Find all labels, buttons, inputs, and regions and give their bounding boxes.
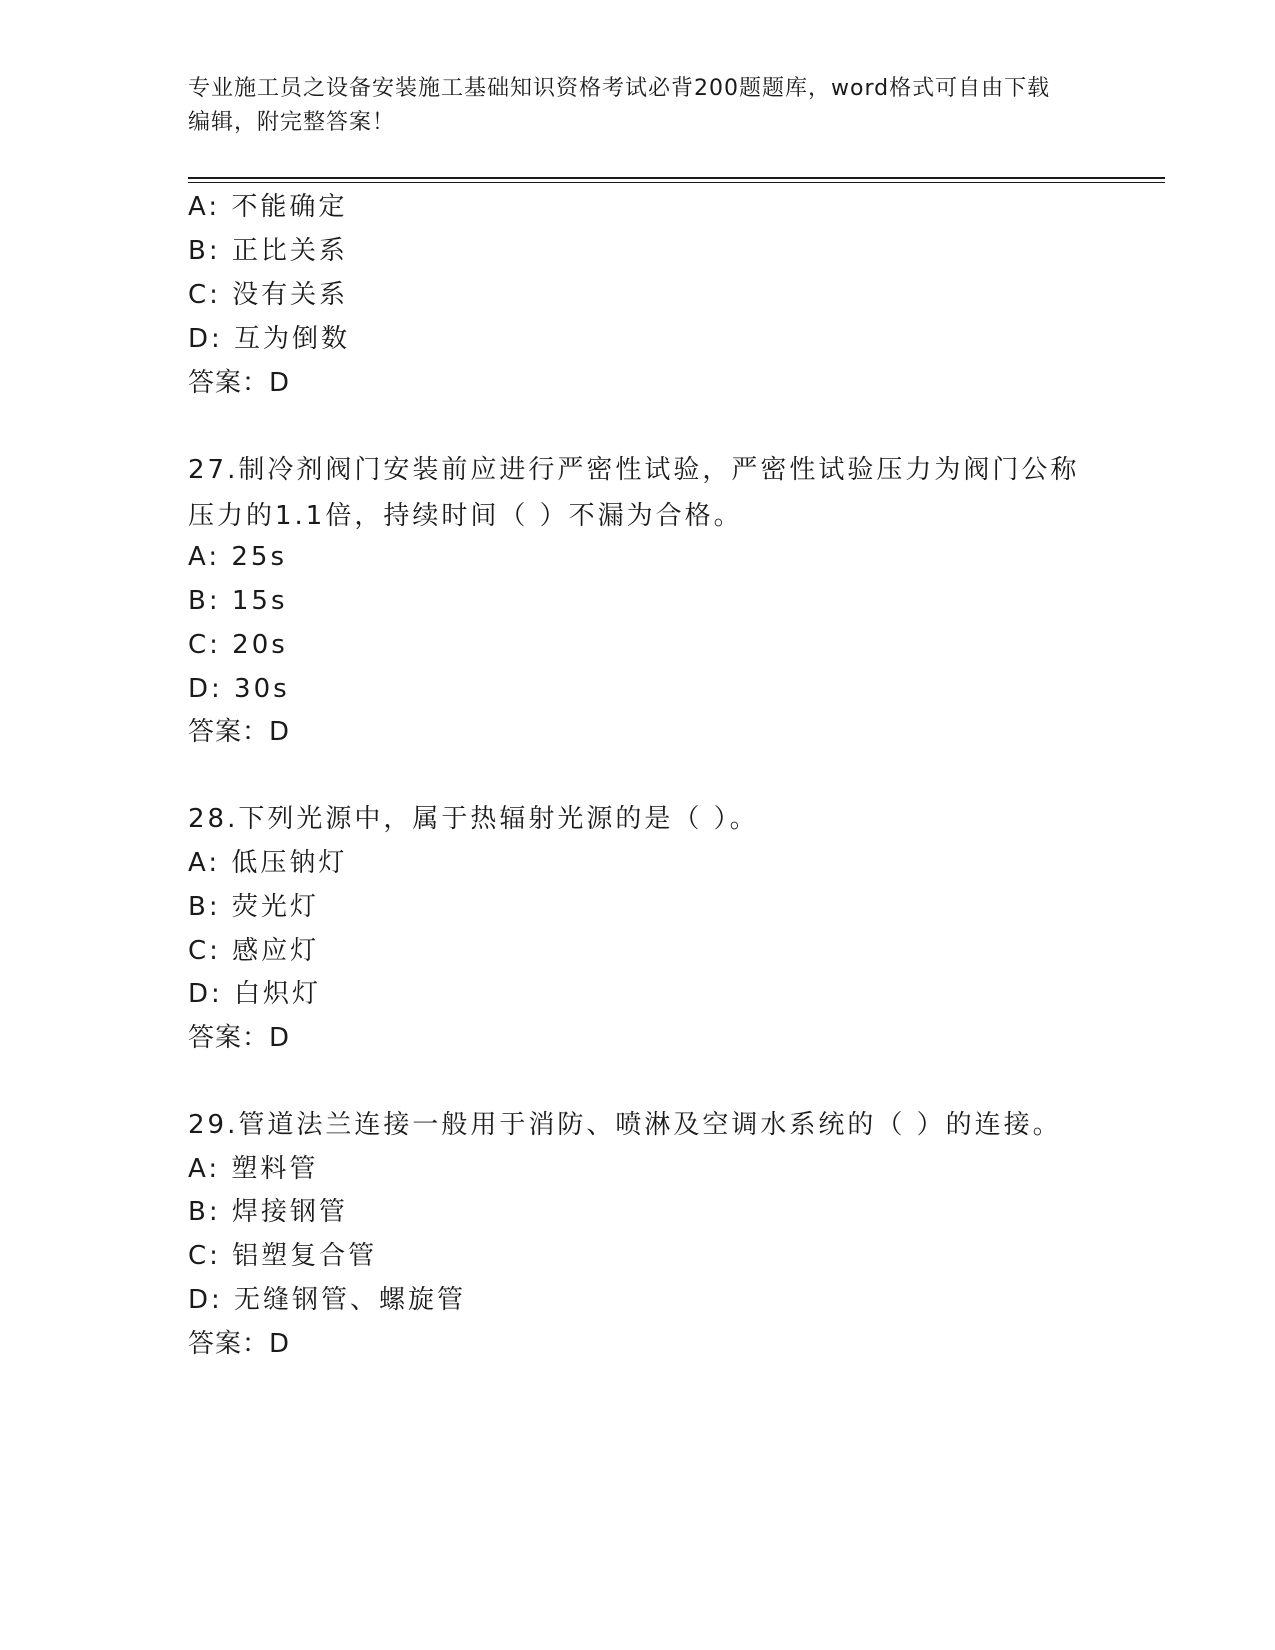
q26-option-a: A: 不能确定 bbox=[188, 192, 348, 222]
q28-option-c: C: 感应灯 bbox=[188, 936, 320, 966]
document-header: 专业施工员之设备安装施工基础知识资格考试必背200题题库，word格式可自由下载编辑，附完整答案！ bbox=[188, 76, 1051, 135]
q29-option-a: A: 塑料管 bbox=[188, 1154, 319, 1184]
q29-stem: 29.管道法兰连接一般用于消防、喷淋及空调水系统的（ ）的连接。 bbox=[188, 1110, 1062, 1140]
q26-option-b: B: 正比关系 bbox=[188, 236, 348, 266]
q27-stem: 27.制冷剂阀门安装前应进行严密性试验，严密性试验压力为阀门公称压力的1.1倍，持续时间（ ）不漏为合格。 bbox=[188, 455, 1080, 531]
q28-option-d: D: 白炽灯 bbox=[188, 979, 322, 1009]
q27-option-c: C: 20s bbox=[188, 630, 288, 660]
q26-answer: 答案：D bbox=[188, 368, 291, 398]
q28-stem: 28.下列光源中，属于热辐射光源的是（ ）。 bbox=[188, 804, 759, 834]
q27-option-b: B: 15s bbox=[188, 586, 288, 616]
q27-answer: 答案：D bbox=[188, 717, 291, 747]
q27-option-d: D: 30s bbox=[188, 674, 290, 704]
q28-option-a: A: 低压钠灯 bbox=[188, 848, 348, 878]
header-divider-thin bbox=[188, 182, 1165, 183]
q29-answer: 答案：D bbox=[188, 1329, 291, 1359]
header-divider-thick bbox=[188, 177, 1165, 179]
q28-answer: 答案：D bbox=[188, 1023, 291, 1053]
q29-option-b: B: 焊接钢管 bbox=[188, 1197, 348, 1227]
q29-option-d: D: 无缝钢管、螺旋管 bbox=[188, 1285, 467, 1315]
q26-option-c: C: 没有关系 bbox=[188, 280, 349, 310]
q26-option-d: D: 互为倒数 bbox=[188, 324, 351, 354]
q27-option-a: A: 25s bbox=[188, 542, 287, 572]
q28-option-b: B: 荧光灯 bbox=[188, 892, 319, 922]
q29-option-c: C: 铝塑复合管 bbox=[188, 1241, 378, 1271]
